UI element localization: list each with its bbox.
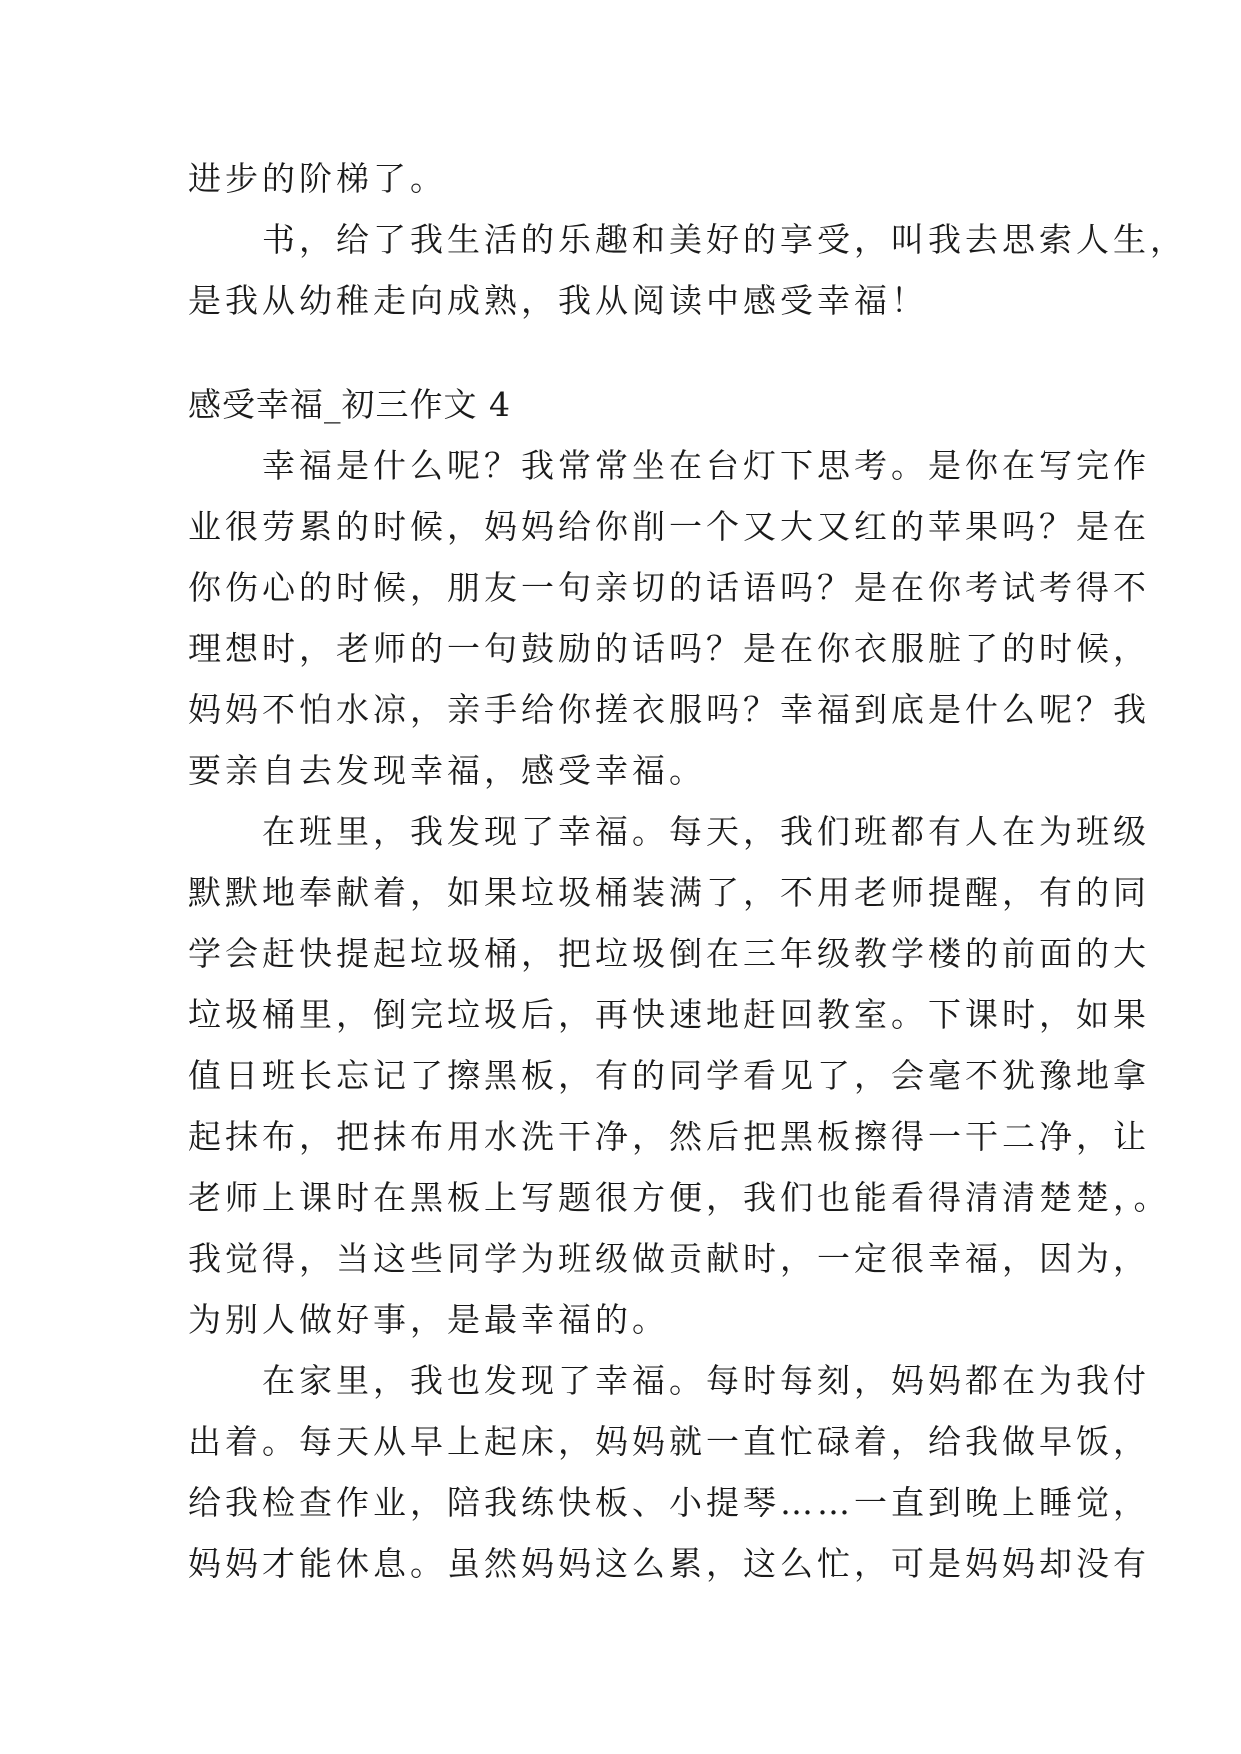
text-line: 进步的阶梯了。 [188,159,447,198]
text-line: 要亲自去发现幸福，感受幸福。 [188,751,706,790]
text-line: 给我检查作业，陪我练快板、小提琴……一直到晚上睡觉， [188,1483,1150,1522]
essay-body [188,148,1187,1594]
text-line: 妈妈才能休息。虽然妈妈这么累，这么忙，可是妈妈却没有 [188,1544,1150,1583]
section-gap [188,331,1068,374]
text-line: 我觉得，当这些同学为班级做贡献时，一定很幸福，因为， [188,1239,1150,1278]
section-title: 感受幸福_初三作文 4 [188,385,511,424]
text-line: 学会赶快提起垃圾桶，把垃圾倒在三年级教学楼的前面的大 [188,934,1150,973]
text-line: 幸福是什么呢？我常常坐在台灯下思考。是你在写完作 [262,446,1150,485]
text-line: 起抹布，把抹布用水洗干净，然后把黑板擦得一干二净，让 [188,1117,1150,1156]
text-line: 老师上课时在黑板上写题很方便，我们也能看得清清楚楚，。 [188,1178,1171,1217]
text-line: 业很劳累的时候，妈妈给你削一个又大又红的苹果吗？是在 [188,507,1150,546]
text-line: 书，给了我生活的乐趣和美好的享受，叫我去思索人生， [262,220,1187,259]
text-line: 为别人做好事，是最幸福的。 [188,1300,669,1339]
text-line: 你伤心的时候，朋友一句亲切的话语吗？是在你考试考得不 [188,568,1150,607]
text-line: 值日班长忘记了擦黑板，有的同学看见了，会毫不犹豫地拿 [188,1056,1150,1095]
text-line: 在家里，我也发现了幸福。每时每刻，妈妈都在为我付 [262,1361,1150,1400]
text-line: 妈妈不怕水凉，亲手给你搓衣服吗？幸福到底是什么呢？我 [188,690,1150,729]
text-line: 在班里，我发现了幸福。每天，我们班都有人在为班级 [262,812,1150,851]
text-line: 垃圾桶里，倒完垃圾后，再快速地赶回教室。下课时，如果 [188,995,1150,1034]
text-line: 是我从幼稚走向成熟，我从阅读中感受幸福！ [188,281,928,320]
text-line: 默默地奉献着，如果垃圾桶装满了，不用老师提醒，有的同 [188,873,1150,912]
text-line: 出着。每天从早上起床，妈妈就一直忙碌着，给我做早饭， [188,1422,1150,1461]
text-line: 理想时，老师的一句鼓励的话吗？是在你衣服脏了的时候， [188,629,1150,668]
